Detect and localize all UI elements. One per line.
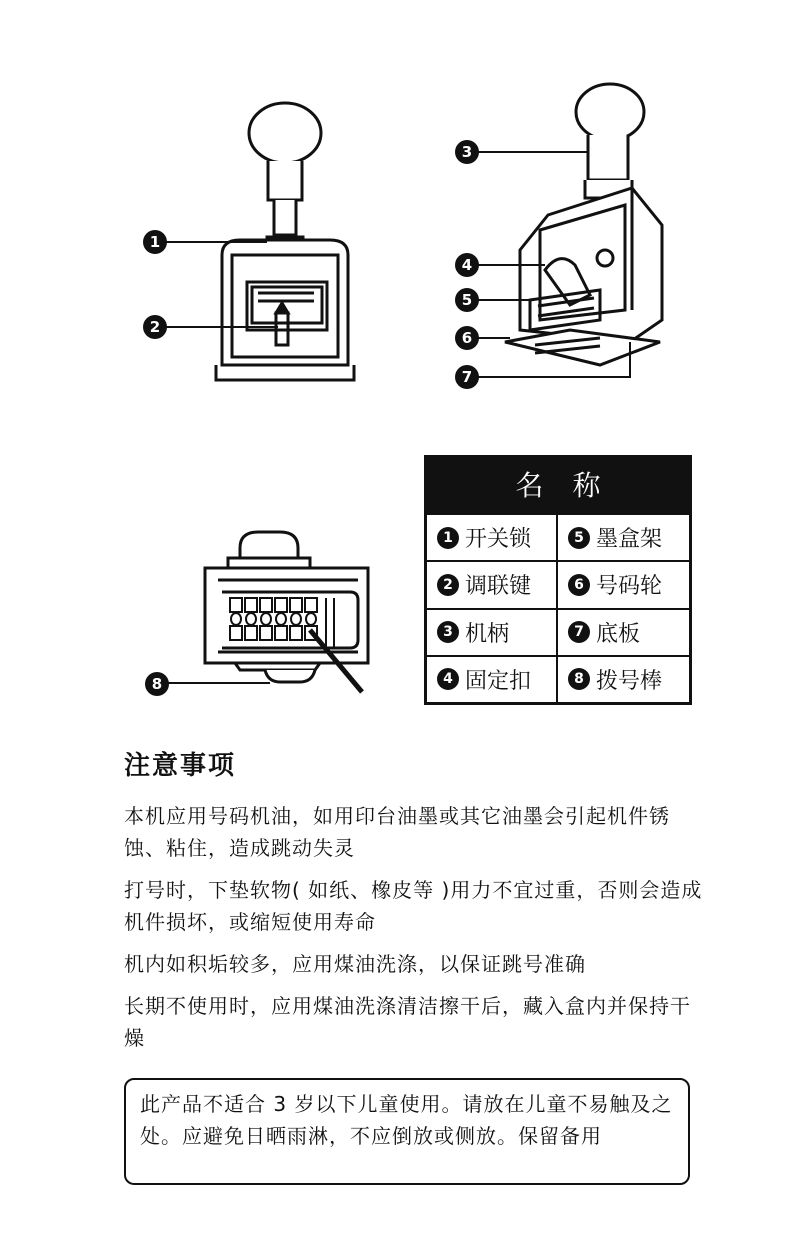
part-lock bbox=[427, 513, 558, 560]
note-paragraph: 机内如积垢较多，应用煤油洗涤，以保证跳号准确 bbox=[124, 952, 586, 976]
part-number: 1 bbox=[437, 527, 459, 549]
callout-4: 4 bbox=[455, 253, 479, 277]
safety-warning-box: 此产品不适合 3 岁以下儿童使用。请放在儿童不易触及之处。应避免日晒雨淋，不应倒放或侧放。保留备用 bbox=[124, 1078, 690, 1185]
part-label: 墨盒架 bbox=[596, 527, 663, 553]
callout-7: 7 bbox=[455, 365, 479, 389]
part-label: 底板 bbox=[596, 621, 641, 647]
part-number: 8 bbox=[568, 668, 590, 690]
part-link-key bbox=[427, 560, 558, 607]
note-paragraph: 长期不使用时，应用煤油洗涤清洁擦干后，藏入盒内并保持干燥 bbox=[124, 994, 691, 1050]
part-label: 固定扣 bbox=[465, 668, 532, 694]
note-paragraph: 本机应用号码机油，如用印台油墨或其它油墨会引起机件锈蚀、粘住，造成跳动失灵 bbox=[124, 804, 670, 860]
part-number: 3 bbox=[437, 621, 459, 643]
parts-grid bbox=[427, 513, 689, 702]
part-number: 4 bbox=[437, 668, 459, 690]
part-base-plate bbox=[558, 608, 689, 655]
part-label: 机柄 bbox=[465, 621, 510, 647]
part-number-wheel bbox=[558, 560, 689, 607]
part-label: 拨号棒 bbox=[596, 668, 663, 694]
callout-2: 2 bbox=[143, 315, 167, 339]
part-ink-holder bbox=[558, 513, 689, 560]
part-fixing-clip bbox=[427, 655, 558, 702]
callout-8: 8 bbox=[145, 672, 169, 696]
parts-table-title: 名 称 bbox=[427, 458, 689, 513]
note-paragraph: 打号时，下垫软物( 如纸、橡皮等 )用力不宜过重，否则会造成机件损坏，或缩短使用寿命 bbox=[124, 878, 703, 934]
part-label: 号码轮 bbox=[596, 574, 663, 600]
number-wheel-diagram bbox=[140, 520, 390, 705]
callout-5: 5 bbox=[455, 288, 479, 312]
callout-1: 1 bbox=[143, 230, 167, 254]
callout-6: 6 bbox=[455, 326, 479, 350]
part-handle bbox=[427, 608, 558, 655]
part-number: 7 bbox=[568, 621, 590, 643]
part-number: 2 bbox=[437, 574, 459, 596]
side-view-diagram bbox=[450, 80, 680, 390]
part-dial-stick bbox=[558, 655, 689, 702]
front-view-diagram bbox=[140, 95, 370, 395]
callout-3: 3 bbox=[455, 140, 479, 164]
notes-title: 注意事项 bbox=[124, 751, 237, 781]
notes-list bbox=[124, 800, 704, 1064]
parts-name-table bbox=[424, 455, 692, 705]
part-label: 调联键 bbox=[465, 574, 532, 600]
part-number: 6 bbox=[568, 574, 590, 596]
part-label: 开关锁 bbox=[465, 527, 532, 553]
part-number: 5 bbox=[568, 527, 590, 549]
